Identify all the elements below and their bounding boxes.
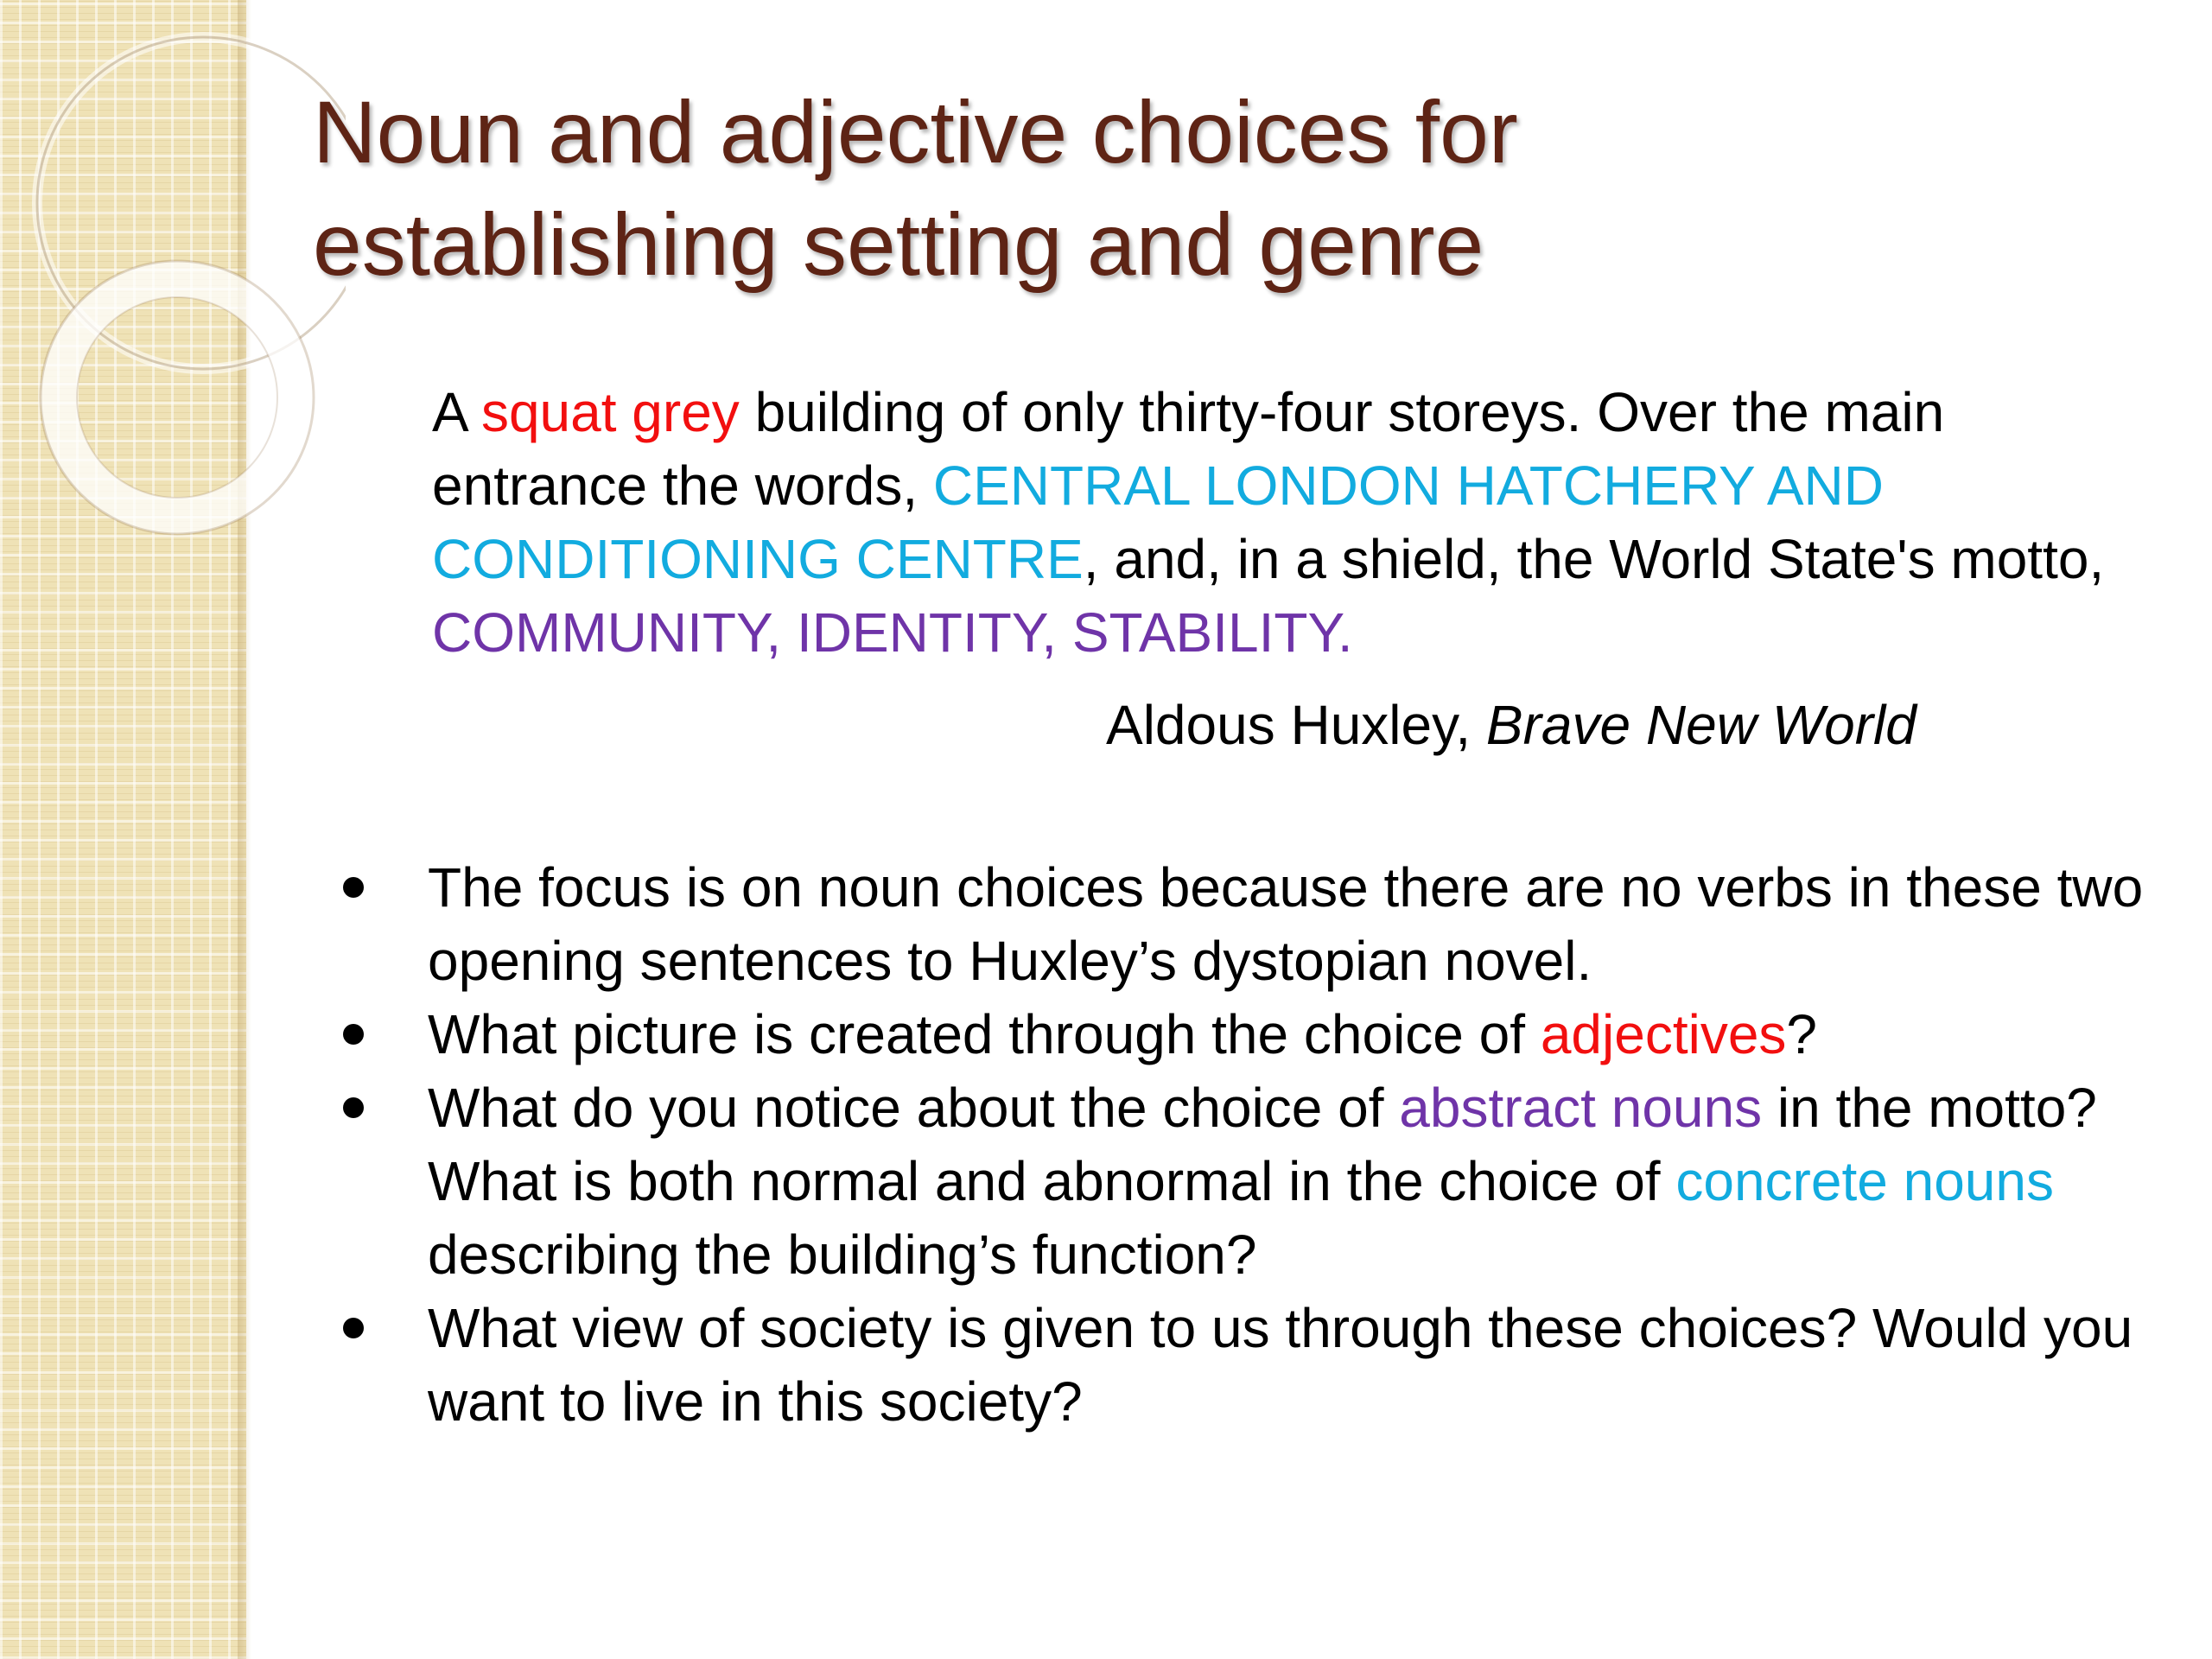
bullet-icon — [343, 1024, 364, 1045]
bullet-text: in the motto? What is both normal and abnormal in the choice of — [428, 1077, 2097, 1212]
discussion-questions — [341, 851, 2173, 1439]
author-name: Aldous Huxley, — [1106, 694, 1486, 756]
bullet-text: describing the building’s function? — [428, 1224, 1257, 1286]
novel-excerpt — [432, 376, 2143, 670]
list-item — [341, 851, 2173, 998]
decorative-rings — [0, 0, 346, 605]
abstract-nouns-highlight: abstract nouns — [1399, 1077, 1763, 1139]
list-item — [341, 1292, 2173, 1439]
adjectives-highlight: adjectives — [1540, 1003, 1787, 1065]
concrete-noun-highlight: CENTRAL LONDON HATCHERY AND CONDITIONING CENTRE — [432, 454, 1884, 590]
excerpt-text: building of only thirty-four storeys. Over the main entrance the words, — [432, 381, 1945, 517]
book-title: Brave New World — [1485, 694, 1916, 756]
bullet-icon — [343, 1097, 364, 1118]
bullet-text: The focus is on noun choices because there are no verbs in these two opening sentences to Huxley’s dystopian novel. — [428, 856, 2144, 992]
bullet-icon — [343, 877, 364, 898]
bullet-icon — [343, 1318, 364, 1338]
bullet-text: What picture is created through the choice of — [428, 1003, 1541, 1065]
title-line-2: establishing setting and genre — [313, 195, 1484, 294]
excerpt-text: , and, in a shield, the World State's motto, — [1083, 528, 2105, 590]
bullet-text: What do you notice about the choice of — [428, 1077, 1400, 1139]
adjective-highlight: squat grey — [480, 381, 740, 443]
bullet-text: What view of society is given to us through these choices? Would you want to live in this society? — [428, 1297, 2133, 1433]
list-item — [341, 1071, 2173, 1292]
excerpt-attribution — [1106, 689, 1916, 762]
slide-title — [313, 76, 2127, 301]
abstract-noun-highlight: COMMUNITY, IDENTITY, STABILITY. — [432, 601, 1353, 664]
title-line-1: Noun and adjective choices for — [313, 83, 1518, 181]
concrete-nouns-highlight: concrete nouns — [1675, 1150, 2054, 1212]
excerpt-paragraph — [432, 376, 2143, 670]
bullet-text: ? — [1786, 1003, 1817, 1065]
excerpt-text: A — [432, 381, 481, 443]
list-item — [341, 998, 2173, 1071]
